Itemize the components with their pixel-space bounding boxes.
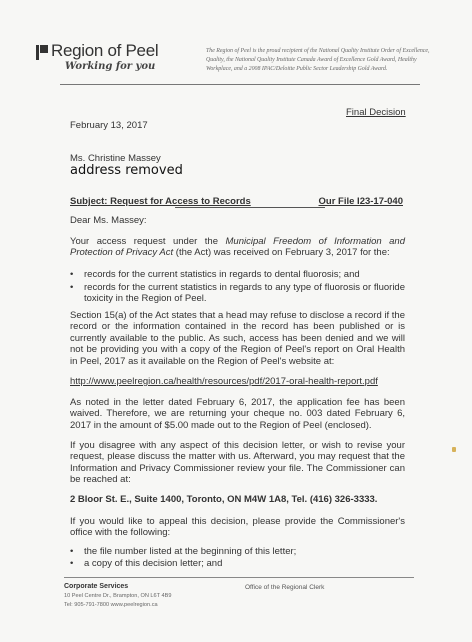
letter-date: February 13, 2017 <box>70 120 148 131</box>
peel-logo-mark-icon <box>36 45 48 60</box>
org-tagline: Working for you <box>65 61 156 72</box>
footer-office: Office of the Regional Clerk <box>245 584 325 591</box>
commissioner-address: 2 Bloor St. E., Suite 1400, Toronto, ON M4W 1A8, Tel. (416) 326-3333. <box>70 494 378 505</box>
paragraph-request <box>70 236 405 259</box>
paragraph-request-intro: Your access request under the <box>70 236 226 247</box>
paragraph-appeal: If you would like to appeal this decision, please provide the Commissioner's office with the following: <box>70 516 405 539</box>
footer-contact <box>64 582 171 611</box>
subject-text: Subject: Request for Access to Records <box>70 196 251 207</box>
paragraph-request-outro: (the Act) was received on February 3, 2017 for the: <box>173 247 390 259</box>
paragraph-disagree: If you disagree with any aspect of this decision letter, or wish to revise your request, please discuss the matter with us. Afterward, you may request that the Information and Privacy Commissioner review your file. The Commissioner can be reached at: <box>70 440 405 486</box>
list-item-text: records for the current statistics in regards to dental fluorosis; and <box>84 269 360 280</box>
scan-speck <box>452 447 456 452</box>
list-item-text: a copy of this decision letter; and <box>84 558 223 569</box>
region-of-peel-logo <box>36 41 186 74</box>
file-number: Our File I23-17-040 <box>318 196 403 207</box>
bullet-icon: • <box>70 282 74 293</box>
act-title: Municipal Freedom of Information and Protection of Privacy Act <box>70 236 405 259</box>
list-item-text: records for the current statistics in regards to any type of fluorosis or fluoride toxicity in the Region of Peel. <box>84 282 405 305</box>
paragraph-section-15: Section 15(a) of the Act states that a head may refuse to disclose a record if the record or the information contained in the record has been published or is currently available to the public. As such, access has been denied and we will not be providing you with a copy of the Region of Peel's report on Oral Health in Peel, 2017 as it available on the Region of Peel's website at: <box>70 310 405 367</box>
list-item <box>70 546 405 557</box>
subject-line <box>70 196 403 207</box>
paragraph-fee: As noted in the letter dated February 6, 2017, the application fee has been waived. Therefore, we are returning your cheque no. 003 dated February 6, 2017 in the amount of $5.00 made out to the Region of Peel (enclosed). <box>70 397 405 431</box>
list-item <box>70 269 405 280</box>
bullet-icon: • <box>70 546 74 557</box>
subject-divider <box>175 207 325 208</box>
footer-department: Corporate Services <box>64 583 129 590</box>
recipient-name: Ms. Christine Massey <box>70 153 161 164</box>
final-decision-label: Final Decision <box>346 107 406 118</box>
recipient-address: address removed <box>70 163 183 178</box>
list-item <box>70 282 405 305</box>
org-name: Region of Peel <box>51 41 159 60</box>
list-item <box>70 558 405 569</box>
list-item-text: the file number listed at the beginning of this letter; <box>84 546 297 557</box>
report-link[interactable]: http://www.peelregion.ca/health/resources/pdf/2017-oral-health-report.pdf <box>70 376 378 387</box>
salutation: Dear Ms. Massey: <box>70 215 147 226</box>
footer-divider <box>64 577 414 578</box>
award-statement: The Region of Peel is the proud recipient of the National Quality Institute Order of Excellence, Quality, the National Quality Institute Canada Award of Excellence Gold Award, Healthy Workplace, and a 2008 IPAC/Deloitte Public Sector Leadership Gold Award. <box>206 48 430 72</box>
bullet-icon: • <box>70 558 74 569</box>
footer-address: 10 Peel Centre Dr., Brampton, ON L6T 4B9 <box>64 592 172 599</box>
footer-phone-web: Tel: 905-791-7800 www.peelregion.ca <box>64 602 158 608</box>
header-divider <box>60 84 420 85</box>
bullet-icon: • <box>70 269 74 280</box>
